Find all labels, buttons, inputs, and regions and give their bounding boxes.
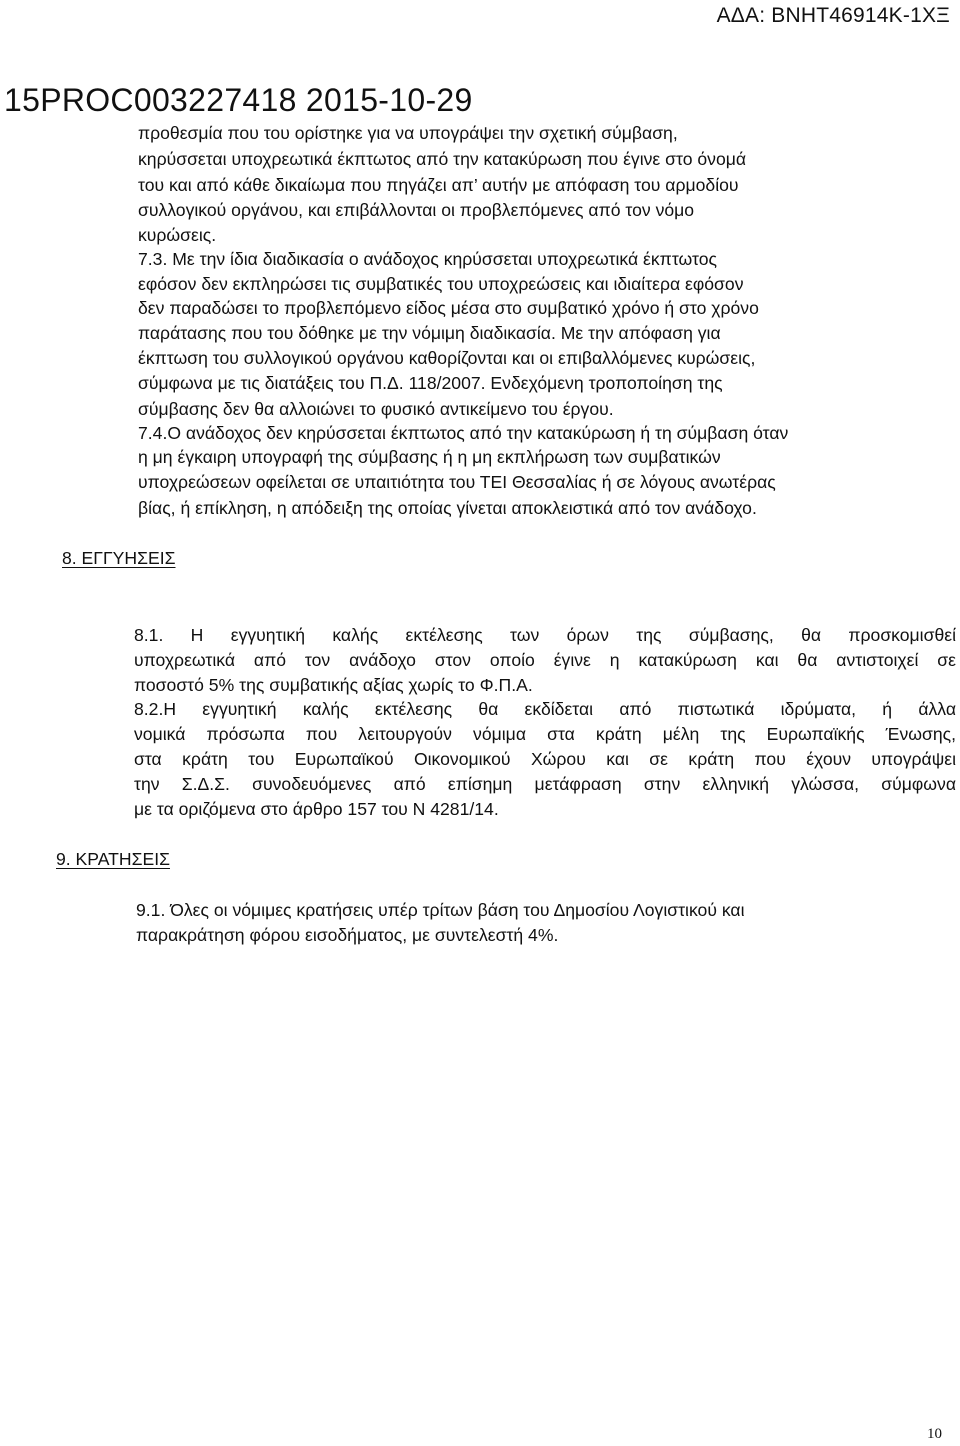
deductions-line: 9.1. Όλες οι νόμιμες κρατήσεις υπέρ τρίτων βάση του Δημοσίου Λογιστικού και [136,900,745,920]
guarantee-line: στα κράτη του Ευρωπαϊκού Οικονομικού Χώρου και σε κράτη που έχουν υπογράψει [134,749,956,769]
body-line: σύμβασης δεν θα αλλοιώνει το φυσικό αντικείμενο του έργου. [138,399,614,419]
proc-header: 15PROC003227418 2015-10-29 [4,82,473,118]
body-line: συλλογικού οργάνου, και επιβάλλονται οι προβλεπόμενες από τον νόμο [138,200,695,220]
body-line: 7.3. Με την ίδια διαδικασία ο ανάδοχος κηρύσσεται υποχρεωτικά έκπτωτος [138,249,717,269]
body-line: κυρώσεις. [138,225,217,245]
body-line: δεν παραδώσει το προβλεπόμενο είδος μέσα στο συμβατικό χρόνο ή στο χρόνο [138,298,759,318]
body-line: έκπτωση του συλλογικού οργάνου καθορίζονται και οι επιβαλλόμενες κυρώσεις, [138,348,756,368]
body-line: σύμφωνα με τις διατάξεις του Π.Δ. 118/2007. Ενδεχόμενη τροποποίηση της [138,373,723,393]
guarantee-line: 8.2.Η εγγυητική καλής εκτέλεσης θα εκδίδεται από πιστωτικά ιδρύματα, ή άλλα [134,699,956,719]
guarantee-line: την Σ.Δ.Σ. συνοδευόμενες από επίσημη μετάφραση στην ελληνική γλώσσα, σύμφωνα [134,774,956,794]
guarantee-line: με τα οριζόμενα στο άρθρο 157 του Ν 4281/14. [134,799,499,819]
body-line: βίας, ή επίκληση, η απόδειξη της οποίας γίνεται αποκλειστικά από τον ανάδοχο. [138,498,757,518]
body-line: κηρύσσεται υποχρεωτικά έκπτωτος από την κατακύρωση που έγινε στο όνομά [138,149,747,169]
deductions-line: παρακράτηση φόρου εισοδήματος, με συντελεστή 4%. [136,925,559,945]
body-line: υποχρεώσεων οφείλεται σε υπαιτιότητα του ΤΕΙ Θεσσαλίας ή σε λόγους ανωτέρας [138,472,776,492]
body-line: εφόσον δεν εκπληρώσει τις συμβατικές του υποχρεώσεις και ιδιαίτερα εφόσον [138,274,744,294]
page-number: 10 [927,1426,942,1442]
guarantee-line: 8.1. Η εγγυητική καλής εκτέλεσης των όρων της σύμβασης, θα προσκομισθεί [134,625,956,645]
body-line: 7.4.Ο ανάδοχος δεν κηρύσσεται έκπτωτος από την κατακύρωση ή τη σύμβαση όταν [138,423,789,443]
section-heading-guarantees: 8. ΕΓΓΥΗΣΕΙΣ [62,548,176,568]
ada-header: ΑΔΑ: ΒΝΗΤ46914Κ-1ΧΞ [716,4,950,27]
body-line: η μη έγκαιρη υπογραφή της σύμβασης ή η μη εκπλήρωση των συμβατικών [138,447,721,467]
guarantee-line: υποχρεωτικά από τον ανάδοχο στον οποίο έγινε η κατακύρωση και θα αντιστοιχεί σε [134,650,956,670]
guarantee-line: νομικά πρόσωπα που λειτουργούν νόμιμα στα κράτη μέλη της Ευρωπαϊκής Ένωσης, [134,724,956,744]
guarantee-line: ποσοστό 5% της συμβατικής αξίας χωρίς το Φ.Π.Α. [134,675,533,695]
body-line: παράτασης που του δόθηκε με την νόμιμη διαδικασία. Με την απόφαση για [138,323,721,343]
body-line: προθεσμία που του ορίστηκε για να υπογράψει την σχετική σύμβαση, [138,123,678,143]
section-heading-deductions: 9. ΚΡΑΤΗΣΕΙΣ [56,849,170,869]
body-line: του και από κάθε δικαίωμα που πηγάζει απ’ αυτήν με απόφαση του αρμοδίου [138,175,739,195]
